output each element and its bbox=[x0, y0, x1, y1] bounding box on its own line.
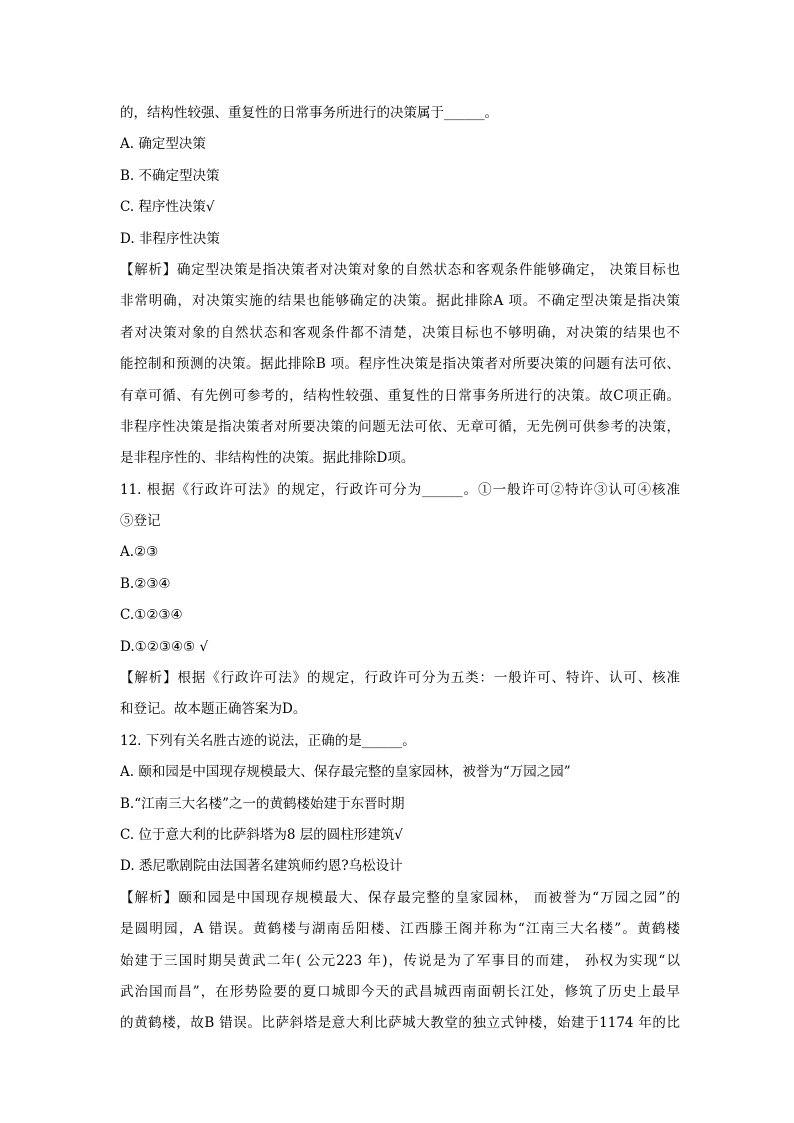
analysis-line: 是圆明园，A 错误。黄鹤楼与湖南岳阳楼、江西滕王阁并称为“江南三大名楼”。黄鹤楼 bbox=[120, 921, 680, 938]
analysis-line: 【解析】根据《行政许可法》的规定，行政许可分为五类：一般许可、特许、认可、核准 bbox=[120, 670, 680, 687]
option-c: C. 位于意大利的比萨斜塔为8 层的圆柱形建筑√ bbox=[120, 826, 403, 843]
analysis-line: 非常明确，对决策实施的结果也能够确定的决策。据此排除A 项。不确定型决策是指决策 bbox=[120, 293, 680, 310]
question-12: 12. 下列有关名胜古迹的说法，正确的是______。 bbox=[120, 732, 416, 749]
text-line: 的，结构性较强、重复性的日常事务所进行的决策属于______。 bbox=[120, 105, 498, 121]
option-c: C.①②③④ bbox=[120, 607, 183, 624]
analysis-line: 非程序性决策是指决策者对所要决策的问题无法可依、无章可循，无先例可供参考的决策， bbox=[120, 418, 680, 435]
option-a: A.②③ bbox=[120, 544, 159, 561]
analysis-line: 的黄鹤楼，故B 错误。比萨斜塔是意大利比萨城大教堂的独立式钟楼，始建于1174 年的比 bbox=[120, 1015, 680, 1032]
option-d: D. 悉尼歌剧院由法国著名建筑师约恩?乌松设计 bbox=[120, 858, 403, 875]
option-b: B.“江南三大名楼”之一的黄鹤楼始建于东晋时期 bbox=[120, 795, 405, 812]
option-d: D.①②③④⑤ √ bbox=[120, 638, 209, 655]
question-11-cont: ⑤登记 bbox=[120, 513, 161, 530]
analysis-line: 【解析】颐和园是中国现存规模最大、保存最完整的皇家园林， 而被誉为“万园之园”的 bbox=[120, 889, 680, 906]
document-page bbox=[120, 98, 680, 1040]
analysis-line: 和登记。故本题正确答案为D。 bbox=[120, 701, 307, 718]
option-a: A. 颐和园是中国现存规模最大、保存最完整的皇家园林，被誉为“万园之园” bbox=[120, 764, 571, 781]
analysis-line: 是非程序性的、非结构性的决策。据此排除D项。 bbox=[120, 450, 415, 467]
option-d: D. 非程序性决策 bbox=[120, 230, 220, 247]
analysis-line: 武治国而昌”，在形势险要的夏口城即今天的武昌城西南面朝长江处，修筑了历史上最早 bbox=[120, 983, 680, 1000]
analysis-line: 【解析】确定型决策是指决策者对决策对象的自然状态和客观条件能够确定， 决策目标也 bbox=[120, 261, 680, 278]
option-b: B.②③④ bbox=[120, 575, 171, 592]
option-c: C. 程序性决策√ bbox=[120, 199, 215, 216]
question-11: 11. 根据《行政许可法》的规定，行政许可分为______。①一般许可②特许③认可④核准 bbox=[120, 481, 680, 498]
option-b: B. 不确定型决策 bbox=[120, 167, 220, 184]
analysis-line: 能控制和预测的决策。据此排除B 项。程序性决策是指决策者对所要决策的问题有法可依、 bbox=[120, 356, 680, 373]
option-a: A. 确定型决策 bbox=[120, 136, 206, 153]
analysis-line: 有章可循、有先例可参考的，结构性较强、重复性的日常事务所进行的决策。故C项正确。 bbox=[120, 387, 680, 404]
analysis-line: 者对决策对象的自然状态和客观条件都不清楚，决策目标也不够明确，对决策的结果也不 bbox=[120, 324, 680, 341]
analysis-line: 始建于三国时期吴黄武二年( 公元223 年)，传说是为了军事目的而建， 孙权为实现“以 bbox=[120, 952, 680, 969]
